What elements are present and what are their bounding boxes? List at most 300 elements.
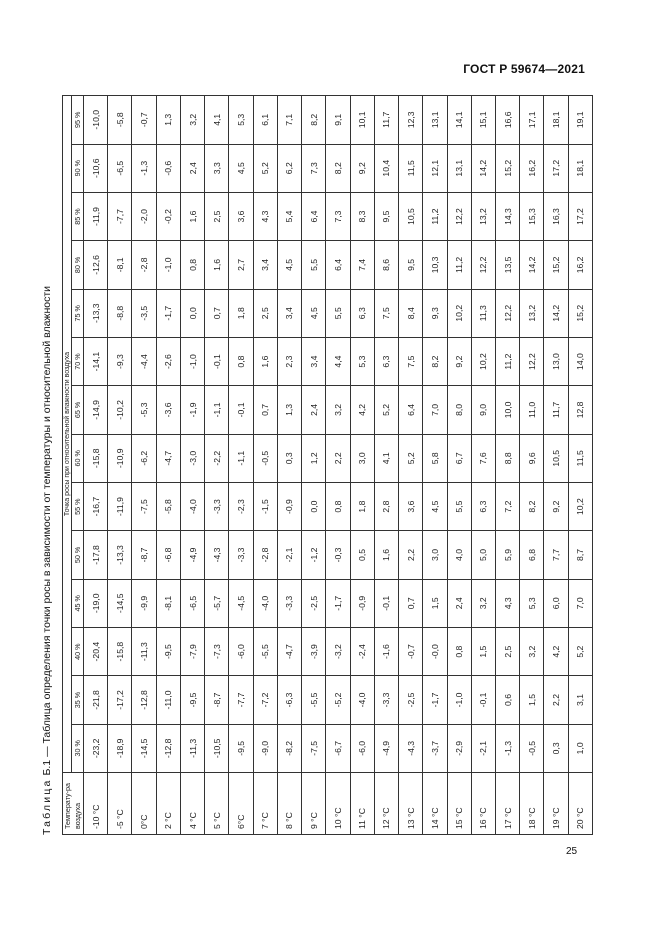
dew-point-cell: -1,2 [302,531,326,579]
dew-point-cell: 1,5 [471,627,495,675]
table-row [277,96,301,835]
dew-point-cell: 8,0 [447,386,471,434]
dew-point-cell: 4,1 [205,96,229,145]
dew-point-cell: 11,7 [374,96,398,145]
dew-point-cell: -6,0 [350,724,374,772]
dew-point-cell: -8,7 [205,676,229,724]
dew-point-cell: 4,3 [253,192,277,240]
dew-point-cell: 12,2 [447,192,471,240]
dew-point-cell: 9,6 [520,434,544,482]
rotated-table-block [40,95,590,835]
dew-point-cell: 2,4 [302,386,326,434]
temperature-cell: 6°С [229,773,253,835]
dew-point-cell: -15,8 [108,627,132,675]
dew-point-cell: -7,5 [302,724,326,772]
dew-point-cell: -9,9 [132,579,156,627]
dew-point-cell: 0,8 [447,627,471,675]
dew-point-cell: -5,2 [326,676,350,724]
dew-point-cell: 12,1 [423,144,447,192]
dew-point-cell: 12,3 [399,96,423,145]
dew-point-cell: -1,7 [326,579,350,627]
humidity-header: 65 % [72,386,84,434]
dew-point-cell: 2,3 [277,337,301,385]
dew-point-cell: -3,3 [277,579,301,627]
dew-point-cell: 4,1 [374,434,398,482]
table-row [568,96,592,835]
table-row [520,96,544,835]
dew-point-cell: -3,0 [180,434,204,482]
dew-point-cell: 9,2 [350,144,374,192]
dew-point-cell: 16,2 [568,241,592,289]
dew-point-cell: 2,8 [374,482,398,530]
dew-point-cell: 11,7 [544,386,568,434]
dew-point-cell: 5,0 [471,531,495,579]
dew-point-cell: -0,5 [520,724,544,772]
dew-point-cell: -20,4 [84,627,108,675]
dew-point-cell: 0,3 [544,724,568,772]
dew-point-cell: -0,5 [253,434,277,482]
dew-point-cell: 12,2 [520,337,544,385]
dew-point-cell: -3,6 [156,386,180,434]
dew-point-cell: 5,3 [229,96,253,145]
dew-point-cell: -3,3 [229,531,253,579]
temperature-cell: 7 °С [253,773,277,835]
dew-point-cell: -8,7 [132,531,156,579]
humidity-header: 90 % [72,144,84,192]
table-row [495,96,519,835]
dew-point-cell: 5,3 [350,337,374,385]
dew-point-cell: 17,2 [568,192,592,240]
temperature-cell: 20 °С [568,773,592,835]
dew-point-cell: -2,1 [471,724,495,772]
dew-point-cell: -4,0 [350,676,374,724]
dew-point-cell: 8,2 [302,96,326,145]
dew-point-cell: 5,2 [399,434,423,482]
dew-point-cell: -2,2 [205,434,229,482]
dew-point-cell: 6,4 [302,192,326,240]
table-row [156,96,180,835]
dew-point-cell: -5,3 [132,386,156,434]
dew-point-cell: -1,0 [180,337,204,385]
dew-point-cell: 15,2 [495,144,519,192]
dew-point-cell: -5,8 [108,96,132,145]
dew-point-cell: 9,0 [471,386,495,434]
dew-point-cell: -2,1 [277,531,301,579]
dew-point-cell: 6,8 [520,531,544,579]
table-row [205,96,229,835]
dew-point-cell: 2,5 [205,192,229,240]
dew-point-cell: -2,6 [156,337,180,385]
dew-point-cell: 3,0 [423,531,447,579]
dew-point-cell: 14,1 [447,96,471,145]
dew-point-cell: 4,3 [495,579,519,627]
dew-point-cell: 2,5 [253,289,277,337]
dew-point-cell: 5,3 [520,579,544,627]
dew-point-cell: -2,0 [132,192,156,240]
temperature-cell: 9 °С [302,773,326,835]
dew-point-cell: -3,9 [302,627,326,675]
dew-point-cell: 15,1 [471,96,495,145]
dew-point-cell: -11,3 [180,724,204,772]
dew-point-cell: 7,5 [399,337,423,385]
dew-point-cell: 6,0 [544,579,568,627]
dew-point-cell: -1,5 [253,482,277,530]
dew-point-cell: 6,7 [447,434,471,482]
dew-point-cell: -11,9 [108,482,132,530]
dew-point-cell: 3,4 [277,289,301,337]
dew-point-cell: -10,9 [108,434,132,482]
dew-point-cell: -1,6 [374,627,398,675]
dew-point-cell: 4,5 [423,482,447,530]
dew-point-cell: 19,1 [568,96,592,145]
humidity-header: 55 % [72,482,84,530]
dew-point-cell: 8,2 [326,144,350,192]
dew-point-cell: -1,7 [156,289,180,337]
page-number: 25 [566,846,578,857]
dew-point-cell: -7,2 [253,676,277,724]
dew-point-cell: 0,7 [399,579,423,627]
dew-point-cell: 1,3 [277,386,301,434]
dew-point-cell: 6,2 [277,144,301,192]
dew-point-cell: 0,7 [253,386,277,434]
dew-point-cell: -0,7 [399,627,423,675]
dew-point-cell: -3,2 [326,627,350,675]
dew-point-cell: 3,3 [205,144,229,192]
dew-point-cell: 3,2 [180,96,204,145]
dew-point-cell: 0,8 [229,337,253,385]
dew-point-cell: 6,4 [326,241,350,289]
dew-point-cell: -0,1 [471,676,495,724]
humidity-group-header: Точка росы при относительной влажности воздуха [63,96,72,773]
dew-point-cell: 0,6 [495,676,519,724]
dew-point-cell: 15,2 [568,289,592,337]
dew-point-cell: 0,7 [205,289,229,337]
dew-point-cell: -2,5 [302,579,326,627]
dew-point-cell: 2,2 [544,676,568,724]
dew-point-cell: 9,2 [544,482,568,530]
temperature-cell: 19 °С [544,773,568,835]
dew-point-cell: 2,7 [229,241,253,289]
dew-point-cell: -12,8 [156,724,180,772]
dew-point-cell: 9,5 [399,241,423,289]
dew-point-cell: -7,3 [205,627,229,675]
dew-point-cell: 10,2 [568,482,592,530]
temperature-cell: 11 °С [350,773,374,835]
dew-point-cell: 3,4 [302,337,326,385]
dew-point-cell: -9,0 [253,724,277,772]
dew-point-cell: 6,1 [253,96,277,145]
dew-point-cell: 11,2 [423,192,447,240]
temperature-cell: 13 °С [399,773,423,835]
dew-point-cell: -6,7 [326,724,350,772]
dew-point-cell: 2,4 [180,144,204,192]
dew-point-cell: 10,4 [374,144,398,192]
dew-point-cell: -21,8 [84,676,108,724]
dew-point-cell: 17,1 [520,96,544,145]
dew-point-cell: -4,4 [132,337,156,385]
dew-point-cell: -3,3 [374,676,398,724]
dew-point-cell: 5,2 [253,144,277,192]
dew-point-cell: 7,0 [423,386,447,434]
dew-point-table [62,95,593,835]
dew-point-cell: -14,9 [84,386,108,434]
table-row [229,96,253,835]
dew-point-cell: -8,8 [108,289,132,337]
dew-point-cell: -2,9 [447,724,471,772]
dew-point-cell: -9,3 [108,337,132,385]
dew-point-cell: -4,0 [180,482,204,530]
dew-point-cell: 15,3 [520,192,544,240]
dew-point-cell: 0,3 [277,434,301,482]
dew-point-cell: -4,3 [205,531,229,579]
dew-point-cell: 7,3 [326,192,350,240]
dew-point-cell: -10,2 [108,386,132,434]
temperature-cell: 16 °С [471,773,495,835]
dew-point-cell: -1,3 [132,144,156,192]
dew-point-cell: -10,5 [205,724,229,772]
table-row [350,96,374,835]
dew-point-cell: 1,6 [374,531,398,579]
dew-point-cell: 13,2 [471,192,495,240]
dew-point-cell: 4,5 [229,144,253,192]
standard-designation: ГОСТ Р 59674—2021 [463,62,585,76]
dew-point-cell: -3,3 [205,482,229,530]
dew-point-cell: 5,5 [302,241,326,289]
temperature-column-header: Температу-ра воздуха [63,773,84,835]
humidity-header: 35 % [72,676,84,724]
dew-point-cell: 6,3 [471,482,495,530]
table-row [180,96,204,835]
dew-point-cell: 9,2 [447,337,471,385]
dew-point-cell: 7,1 [277,96,301,145]
humidity-header: 75 % [72,289,84,337]
dew-point-cell: -11,9 [84,192,108,240]
dew-point-cell: 6,3 [374,337,398,385]
dew-point-cell: 15,2 [544,241,568,289]
dew-point-cell: -17,8 [84,531,108,579]
dew-point-cell: -9,5 [156,627,180,675]
dew-point-cell: -4,0 [253,579,277,627]
dew-point-cell: -1,9 [180,386,204,434]
dew-point-cell: 10,2 [471,337,495,385]
table-caption-lead: Таблица [41,778,53,835]
humidity-header: 40 % [72,627,84,675]
dew-point-cell: 4,2 [544,627,568,675]
dew-point-cell: 4,5 [302,289,326,337]
dew-point-cell: -7,7 [229,676,253,724]
dew-point-cell: 8,3 [350,192,374,240]
humidity-header: 95 % [72,96,84,145]
dew-point-cell: 10,5 [399,192,423,240]
dew-point-cell: -5,8 [156,482,180,530]
table-row [302,96,326,835]
dew-point-cell: 0,8 [326,482,350,530]
table-row [399,96,423,835]
temperature-cell: 12 °С [374,773,398,835]
dew-point-cell: 11,5 [568,434,592,482]
dew-point-cell: 16,3 [544,192,568,240]
dew-point-cell: -15,8 [84,434,108,482]
dew-point-cell: -2,8 [253,531,277,579]
dew-point-cell: 12,8 [568,386,592,434]
dew-point-cell: 1,6 [180,192,204,240]
table-row [471,96,495,835]
dew-point-cell: 5,2 [568,627,592,675]
table-row [447,96,471,835]
dew-point-cell: -0,7 [132,96,156,145]
dew-point-cell: -11,3 [132,627,156,675]
dew-point-cell: -19,0 [84,579,108,627]
dew-point-cell: -13,3 [108,531,132,579]
dew-point-cell: -9,5 [229,724,253,772]
dew-point-cell: -0,6 [156,144,180,192]
temperature-cell: 0°С [132,773,156,835]
dew-point-cell: 13,5 [495,241,519,289]
humidity-header: 60 % [72,434,84,482]
dew-point-cell: 14,2 [471,144,495,192]
dew-point-cell: 0,0 [302,482,326,530]
dew-point-cell: -5,5 [253,627,277,675]
table-row [84,96,108,835]
dew-point-cell: -4,7 [156,434,180,482]
table-row [374,96,398,835]
dew-point-cell: 6,4 [399,386,423,434]
dew-point-cell: -0,1 [205,337,229,385]
table-row [423,96,447,835]
dew-point-cell: -6,5 [108,144,132,192]
dew-point-cell: 8,2 [423,337,447,385]
dew-point-cell: -2,8 [132,241,156,289]
dew-point-cell: 5,2 [374,386,398,434]
dew-point-cell: 1,2 [302,434,326,482]
dew-point-cell: 1,5 [520,676,544,724]
dew-point-cell: -8,2 [277,724,301,772]
dew-point-cell: -0,2 [156,192,180,240]
dew-point-cell: 8,6 [374,241,398,289]
dew-point-cell: 3,2 [520,627,544,675]
dew-point-cell: 3,6 [399,482,423,530]
dew-point-cell: 10,2 [447,289,471,337]
dew-point-cell: -0,1 [229,386,253,434]
humidity-header: 50 % [72,531,84,579]
dew-point-cell: 5,4 [277,192,301,240]
dew-point-cell: 1,8 [350,482,374,530]
dew-point-cell: -11,0 [156,676,180,724]
dew-point-cell: -7,7 [108,192,132,240]
dew-point-cell: 1,6 [205,241,229,289]
dew-point-cell: 14,3 [495,192,519,240]
dew-point-cell: 5,8 [423,434,447,482]
dew-point-cell: 3,2 [326,386,350,434]
dew-point-cell: 9,3 [423,289,447,337]
dew-point-cell: 13,1 [423,96,447,145]
dew-point-cell: -17,2 [108,676,132,724]
table-header-row-humidity [72,96,84,835]
dew-point-cell: 11,0 [520,386,544,434]
dew-point-cell: -0,1 [374,579,398,627]
dew-point-cell: -12,8 [132,676,156,724]
dew-point-cell: 1,8 [229,289,253,337]
dew-point-cell: -8,1 [156,579,180,627]
dew-point-cell: 8,7 [568,531,592,579]
table-row [544,96,568,835]
table-row [253,96,277,835]
dew-point-cell: 7,5 [374,289,398,337]
temperature-cell: -5 °С [108,773,132,835]
dew-point-cell: 12,2 [471,241,495,289]
dew-point-cell: 10,5 [544,434,568,482]
dew-point-cell: 5,5 [447,482,471,530]
dew-point-cell: -3,7 [423,724,447,772]
dew-point-cell: 9,5 [374,192,398,240]
dew-point-cell: -1,7 [423,676,447,724]
table-body [84,96,593,835]
dew-point-cell: -14,5 [132,724,156,772]
dew-point-cell: -13,3 [84,289,108,337]
dew-point-cell: -0,9 [350,579,374,627]
dew-point-cell: -9,5 [180,676,204,724]
dew-point-cell: 3,2 [471,579,495,627]
dew-point-cell: 8,2 [520,482,544,530]
dew-point-cell: -10,0 [84,96,108,145]
dew-point-cell: -18,9 [108,724,132,772]
table-header-row-group [63,96,72,835]
dew-point-cell: -5,5 [302,676,326,724]
dew-point-cell: 18,1 [544,96,568,145]
dew-point-cell: 10,1 [350,96,374,145]
dew-point-cell: 2,2 [399,531,423,579]
humidity-header: 85 % [72,192,84,240]
dew-point-cell: 0,0 [180,289,204,337]
dew-point-cell: 8,8 [495,434,519,482]
dew-point-cell: 1,3 [156,96,180,145]
temperature-cell: 8 °С [277,773,301,835]
dew-point-cell: 1,5 [423,579,447,627]
dew-point-cell: 16,6 [495,96,519,145]
dew-point-cell: -8,1 [108,241,132,289]
dew-point-cell: -2,4 [350,627,374,675]
dew-point-cell: 13,1 [447,144,471,192]
dew-point-cell: -0,3 [326,531,350,579]
dew-point-cell: 11,2 [495,337,519,385]
dew-point-cell: 14,0 [568,337,592,385]
dew-point-cell: 6,3 [350,289,374,337]
humidity-header: 45 % [72,579,84,627]
dew-point-cell: -4,9 [180,531,204,579]
dew-point-cell: 17,2 [544,144,568,192]
dew-point-cell: -14,5 [108,579,132,627]
table-caption [40,286,54,835]
humidity-header: 70 % [72,337,84,385]
dew-point-cell: -6,8 [156,531,180,579]
dew-point-cell: 12,2 [495,289,519,337]
dew-point-cell: -1,1 [229,434,253,482]
temperature-cell: 14 °С [423,773,447,835]
dew-point-cell: 10,0 [495,386,519,434]
dew-point-cell: 11,2 [447,241,471,289]
dew-point-cell: 7,2 [495,482,519,530]
temperature-cell: 2 °С [156,773,180,835]
dew-point-cell: -4,3 [399,724,423,772]
dew-point-cell: 16,2 [520,144,544,192]
dew-point-cell: 3,6 [229,192,253,240]
humidity-header: 30 % [72,724,84,772]
dew-point-cell: 4,2 [350,386,374,434]
table-row [132,96,156,835]
dew-point-cell: 2,2 [326,434,350,482]
temperature-cell: 15 °С [447,773,471,835]
dew-point-cell: -2,3 [229,482,253,530]
